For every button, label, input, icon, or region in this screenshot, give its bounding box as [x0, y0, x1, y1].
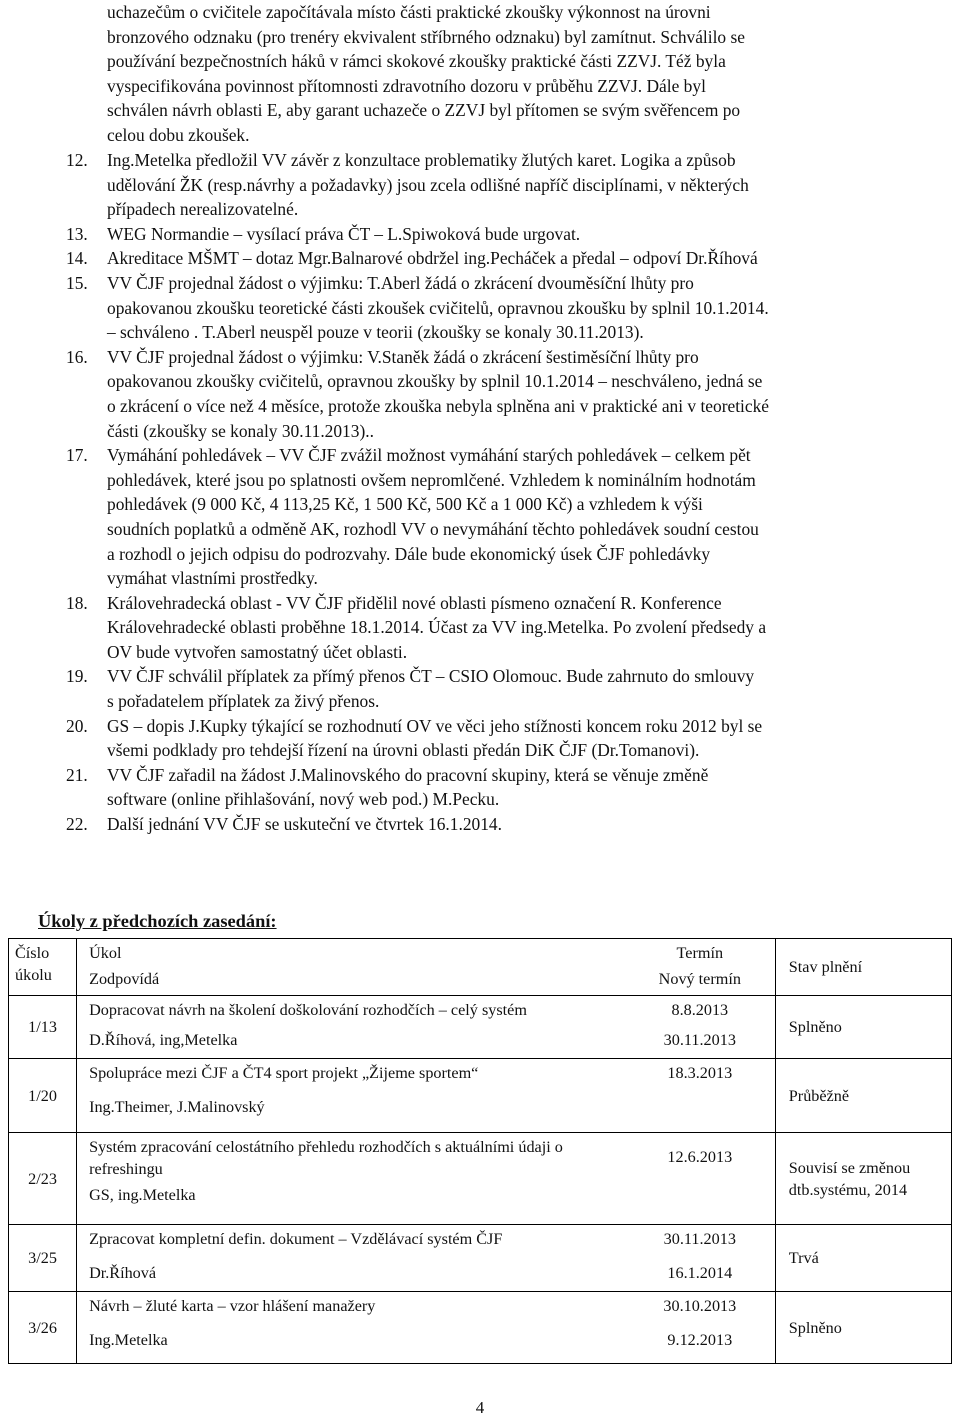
item-number: 22.: [66, 814, 88, 835]
text-line: pohledávek, které jsou po splatnosti ovšem nepromlčené. Vzhledem k nominálním hodnotám: [107, 469, 756, 490]
text-line: části (zkoušky se konaly 30.11.2013)..: [107, 420, 374, 441]
task-term: 12.6.2013: [667, 1148, 733, 1166]
text-line: schválen návrh oblasti E, aby garant uchazeče o ZZVJ byl přítomen se svým svěřencem po: [107, 100, 741, 121]
list-item: [66, 246, 943, 271]
header-number-label-2: úkolu: [15, 966, 52, 984]
text-line: Ing.Metelka předložil VV závěr z konzultace problematiky žlutých karet. Logika a způsob: [107, 150, 736, 170]
table-row: [9, 1225, 952, 1292]
header-task-cell: [77, 939, 776, 996]
task-number: 2/23: [9, 1133, 77, 1225]
task-number: 1/13: [9, 996, 77, 1059]
text-line: Královehradecká oblast - VV ČJF přidělil nové oblasti písmeno označení R. Konference: [107, 592, 722, 613]
text-line: VV ČJF schválil příplatek za přímý přenos ČT – CSIO Olomouc. Bude zahrnuto do smlouvy: [107, 666, 755, 687]
task-number: 3/26: [9, 1292, 77, 1364]
list-item: [66, 714, 943, 763]
task-text: Dopracovat návrh na školení doškolování rozhodčích – celý systém: [89, 1001, 527, 1019]
task-cell: [77, 1133, 776, 1225]
text-line: s pořadatelem příplatek za živý přenos.: [107, 691, 380, 712]
task-cell: [77, 996, 776, 1059]
text-line: a rozhodl o jejich odpisu do podrozvahy. Dále bude ekonomický úsek ČJF pohledávky: [107, 543, 711, 564]
header-new-term-label: Nový termín: [658, 970, 741, 988]
text-line: o zkrácení o více než 4 měsíce, protože zkouška nebyla splněna ani v praktické ani v teoretické: [107, 395, 770, 416]
text-line: všemi podklady pro tehdejší řízení na úrovni oblasti předán DiK ČJF (Dr.Tomanovi).: [107, 740, 700, 761]
list-item: [66, 271, 943, 345]
list-item: [66, 222, 943, 247]
text-line: celou dobu zkoušek.: [107, 124, 250, 145]
task-status: Splněno: [775, 996, 951, 1059]
item-number: 21.: [66, 764, 88, 785]
header-status-label: Stav plnění: [788, 958, 863, 976]
task-cell: [77, 1225, 776, 1292]
text-line: VV ČJF projednal žádost o výjimku: T.Aberl žádá o zkrácení dvouměsíční lhůty pro: [107, 272, 694, 293]
item-number: 17.: [66, 445, 88, 466]
text-line: – schváleno . T.Aberl neuspěl pouze v teorii (zkoušky se konaly 30.11.2013).: [107, 322, 644, 343]
text-line: pohledávek (9 000 Kč, 4 113,25 Kč, 1 500 Kč, 500 Kč a 1 000 Kč) a vzhledem k výši: [107, 494, 703, 515]
task-status: Splněno: [775, 1292, 951, 1364]
list-item: [66, 591, 943, 665]
task-text: Zpracovat kompletní defin. dokument – Vzdělávací systém ČJF: [89, 1230, 503, 1248]
list-item: [66, 443, 943, 591]
item-number: 19.: [66, 666, 88, 687]
text-line: soudních poplatků a odměně AK, rozhodl VV o nevymáhání těchto pohledávek soudní cestou: [107, 518, 759, 539]
table-row: [9, 1292, 952, 1364]
text-line: software (online přihlašování, nový web pod.) M.Pecku.: [107, 789, 500, 810]
header-term-label: Termín: [676, 944, 724, 962]
text-line: vymáhat vlastními prostředky.: [107, 568, 318, 589]
text-line: VV ČJF projednal žádost o výjimku: V.Staněk žádá o zkrácení šestiměsíční lhůty pro: [107, 346, 699, 367]
task-new-term: 16.1.2014: [667, 1264, 733, 1282]
item-number: 12.: [66, 150, 88, 170]
text-line: Vymáhání pohledávek – VV ČJF zvážil možnost vymáhání starých pohledávek – celkem pět: [107, 445, 751, 466]
task-status: Trvá: [775, 1225, 951, 1292]
task-text: Návrh – žluté karta – vzor hlášení manažery: [89, 1297, 376, 1315]
text-line: uchazečům o cvičitele započítávala místo části praktické zkoušky výkonnost na úrovni: [107, 2, 711, 22]
header-task-label: Úkol: [89, 944, 122, 962]
text-line: vyspecifikována povinnost přítomnosti zdravotního dozoru v průběhu ZZVJ. Dále byl: [107, 75, 706, 96]
task-new-term: [635, 1184, 765, 1206]
task-text: Spolupráce mezi ČJF a ČT4 sport projekt „Žijeme sportem“: [89, 1064, 479, 1082]
header-responsible-label: Zodpovídá: [89, 970, 160, 988]
task-term: 8.8.2013: [671, 1001, 729, 1019]
list-item: [66, 763, 943, 812]
tasks-table: [8, 938, 952, 1364]
task-responsible: Ing.Metelka: [89, 1331, 168, 1349]
header-number-cell: [9, 939, 77, 996]
item-number: 18.: [66, 592, 88, 613]
text-line: WEG Normandie – vysílací práva ČT – L.Spiwoková bude urgovat.: [107, 223, 581, 244]
header-number-label-1: Číslo: [15, 944, 50, 962]
text-line: VV ČJF zařadil na žádost J.Malinovského do pracovní skupiny, která se věnuje změně: [107, 764, 709, 785]
table-row: [9, 996, 952, 1059]
task-cell: [77, 1292, 776, 1364]
list-item: [66, 664, 943, 713]
item-number: 16.: [66, 346, 88, 367]
text-line: GS – dopis J.Kupky týkající se rozhodnutí OV ve věci jeho stížnosti koncem roku 2012 byl se: [107, 715, 763, 736]
list-item: [66, 812, 943, 837]
task-responsible: Dr.Říhová: [89, 1264, 157, 1282]
list-item: [66, 345, 943, 443]
text-line: bronzového odznaku (pro trenéry ekvivalent stříbrného odznaku) byl zamítnut. Schválilo se: [107, 26, 745, 47]
text-line: Akreditace MŠMT – dotaz Mgr.Balnarové obdržel ing.Pecháček a předal – odpoví Dr.Říhová: [107, 248, 758, 269]
intro-paragraph: [107, 0, 943, 148]
item-number: 14.: [66, 248, 88, 269]
text-line: OV bude vytvořen samostatný účet oblasti.: [107, 641, 408, 662]
task-new-term: 9.12.2013: [667, 1331, 733, 1349]
table-row: [9, 1133, 952, 1225]
text-line: používání bezpečnostních háků v rámci skokové zkoušky praktické části ZZVJ. Též byla: [107, 51, 726, 72]
task-term: 30.11.2013: [663, 1230, 736, 1248]
table-header-row: [9, 939, 952, 996]
task-new-term: [635, 1096, 765, 1118]
header-status-cell: [775, 939, 951, 996]
task-cell: [77, 1059, 776, 1133]
page-number: 4: [475, 1398, 485, 1417]
text-line: Královehradecké oblasti proběhne 18.1.2014. Účast za VV ing.Metelka. Po zvolení předsedy a: [107, 617, 767, 638]
item-number: 13.: [66, 223, 88, 244]
task-number: 3/25: [9, 1225, 77, 1292]
text-line: Další jednání VV ČJF se uskuteční ve čtvrtek 16.1.2014.: [107, 814, 502, 835]
text-line: případech nerealizovatelné.: [107, 199, 299, 220]
list-item: [66, 148, 943, 222]
task-responsible: Ing.Theimer, J.Malinovský: [89, 1098, 265, 1116]
text-line: opakovanou zkoušky cvičitelů, opravnou zkoušky by splnil 10.1.2014 – neschváleno, jedná se: [107, 371, 763, 392]
text-line: opakovanou zkoušku teoretické části zkoušek cvičitelů, opravnou zkoušku by splnil 10.1.2014.: [107, 297, 769, 318]
task-status: Souvisí se změnou dtb.systému, 2014: [775, 1133, 951, 1225]
table-row: [9, 1059, 952, 1133]
task-responsible: D.Říhová, ing,Metelka: [89, 1031, 238, 1049]
task-term: 18.3.2013: [667, 1064, 733, 1082]
task-term: 30.10.2013: [663, 1297, 737, 1315]
section-title: Úkoly z předchozích zasedání:: [38, 911, 277, 931]
item-number: 15.: [66, 272, 88, 293]
task-responsible: GS, ing.Metelka: [89, 1186, 196, 1204]
task-number: 1/20: [9, 1059, 77, 1133]
task-new-term: 30.11.2013: [663, 1031, 736, 1049]
task-status: Průběžně: [775, 1059, 951, 1133]
task-text: Systém zpracování celostátního přehledu rozhodčích s aktuálními údaji o refreshingu: [89, 1138, 563, 1178]
item-number: 20.: [66, 715, 88, 736]
numbered-list: [66, 148, 943, 837]
text-line: udělování ŽK (resp.návrhy a požadavky) jsou zcela odlišné napříč disciplínami, v některých: [107, 174, 749, 195]
